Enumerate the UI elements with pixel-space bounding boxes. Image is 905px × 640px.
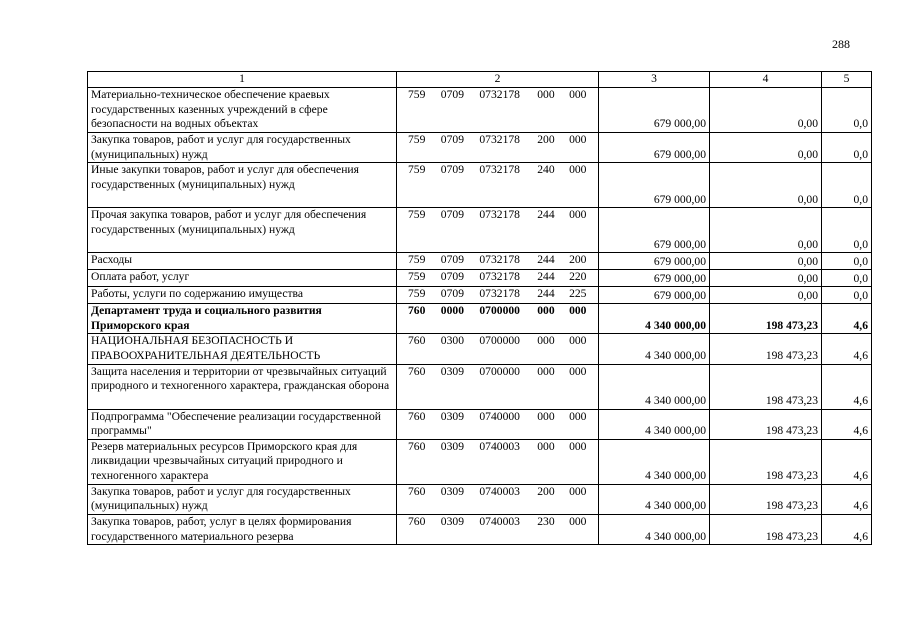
row-plan: 4 340 000,00 <box>599 409 710 439</box>
code-segment: 0309 <box>440 409 464 423</box>
row-codes <box>397 270 599 287</box>
row-percent: 0,0 <box>822 253 872 270</box>
table-row <box>88 163 872 208</box>
header-cell: 4 <box>710 72 822 88</box>
row-plan: 4 340 000,00 <box>599 304 710 334</box>
header-cell: 1 <box>88 72 397 88</box>
code-segment: 000 <box>569 133 587 146</box>
row-plan: 679 000,00 <box>599 163 710 208</box>
row-percent: 4,6 <box>822 304 872 334</box>
header-cell: 5 <box>822 72 872 88</box>
code-segment: 000 <box>537 409 555 423</box>
code-segment: 200 <box>537 133 555 146</box>
code-segment: 000 <box>569 334 587 348</box>
code-segment: 0709 <box>440 88 464 101</box>
row-fact: 198 473,23 <box>710 514 822 544</box>
code-segment: 0732178 <box>479 208 520 222</box>
code-segment: 760 <box>408 409 426 423</box>
code-segment: 0709 <box>440 287 464 301</box>
code-segment: 000 <box>537 334 555 348</box>
row-fact: 0,00 <box>710 270 822 287</box>
row-name: Резерв материальных ресурсов Приморского края для ликвидации чрезвычайных ситуаций природного и техногенного характера <box>88 439 397 484</box>
row-plan: 679 000,00 <box>599 88 710 133</box>
code-segment: 760 <box>408 514 426 528</box>
row-name: Защита населения и территории от чрезвычайных ситуаций природного и техногенного характера, гражданская оборона <box>88 364 397 409</box>
table-row <box>88 514 872 544</box>
code-segment: 244 <box>537 270 555 284</box>
code-segment: 200 <box>537 484 555 498</box>
table-row <box>88 334 872 364</box>
row-name: НАЦИОНАЛЬНАЯ БЕЗОПАСНОСТЬ И ПРАВООХРАНИТЕЛЬНАЯ ДЕЯТЕЛЬНОСТЬ <box>88 334 397 364</box>
row-name: Оплата работ, услуг <box>88 270 397 287</box>
row-percent: 0,0 <box>822 163 872 208</box>
row-codes <box>397 287 599 304</box>
code-segment: 000 <box>569 163 587 177</box>
row-codes <box>397 439 599 484</box>
row-codes <box>397 253 599 270</box>
row-percent: 4,6 <box>822 364 872 409</box>
row-codes <box>397 364 599 409</box>
row-codes <box>397 334 599 364</box>
row-fact: 198 473,23 <box>710 439 822 484</box>
code-segment: 0740000 <box>479 409 520 423</box>
row-name: Материально-техническое обеспечение краевых государственных казенных учреждений в сфере безопасности на водных объектах <box>88 88 397 133</box>
code-segment: 759 <box>408 163 426 177</box>
code-segment: 200 <box>569 253 587 267</box>
header-cell: 3 <box>599 72 710 88</box>
row-name: Департамент труда и социального развития Приморского края <box>88 304 397 334</box>
code-segment: 220 <box>569 270 587 284</box>
row-plan: 679 000,00 <box>599 133 710 163</box>
row-fact: 0,00 <box>710 133 822 163</box>
row-codes <box>397 163 599 208</box>
row-fact: 0,00 <box>710 163 822 208</box>
row-name: Прочая закупка товаров, работ и услуг для обеспечения государственных (муниципальных) нужд <box>88 208 397 253</box>
row-name: Закупка товаров, работ и услуг для государственных (муниципальных) нужд <box>88 133 397 163</box>
row-fact: 0,00 <box>710 287 822 304</box>
code-segment: 230 <box>537 514 555 528</box>
header-row <box>88 72 872 88</box>
code-segment: 225 <box>569 287 587 301</box>
code-segment: 000 <box>569 88 587 101</box>
table-row <box>88 484 872 514</box>
code-segment: 244 <box>537 287 555 301</box>
code-segment: 0309 <box>440 484 464 498</box>
code-segment: 759 <box>408 253 426 267</box>
code-segment: 0732178 <box>479 163 520 177</box>
row-plan: 4 340 000,00 <box>599 514 710 544</box>
code-segment: 0700000 <box>479 334 520 348</box>
row-percent: 0,0 <box>822 133 872 163</box>
code-segment: 0000 <box>440 304 464 318</box>
code-segment: 0700000 <box>479 304 520 318</box>
code-segment: 0732178 <box>479 287 520 301</box>
code-segment: 244 <box>537 253 555 267</box>
table-row <box>88 133 872 163</box>
table-row <box>88 439 872 484</box>
code-segment: 0740003 <box>479 439 520 453</box>
row-codes <box>397 409 599 439</box>
row-plan: 4 340 000,00 <box>599 439 710 484</box>
code-segment: 000 <box>569 304 587 318</box>
code-segment: 760 <box>408 364 426 378</box>
row-percent: 4,6 <box>822 409 872 439</box>
code-segment: 000 <box>569 439 587 453</box>
code-segment: 0309 <box>440 439 464 453</box>
row-fact: 0,00 <box>710 88 822 133</box>
code-segment: 000 <box>569 484 587 498</box>
code-segment: 000 <box>569 409 587 423</box>
table-row <box>88 88 872 133</box>
code-segment: 760 <box>408 484 426 498</box>
code-segment: 000 <box>569 208 587 222</box>
row-percent: 4,6 <box>822 334 872 364</box>
table-row <box>88 253 872 270</box>
row-name: Закупка товаров, работ и услуг для государственных (муниципальных) нужд <box>88 484 397 514</box>
row-plan: 679 000,00 <box>599 287 710 304</box>
row-plan: 679 000,00 <box>599 270 710 287</box>
table-row <box>88 409 872 439</box>
code-segment: 0732178 <box>479 133 520 146</box>
row-percent: 0,0 <box>822 287 872 304</box>
row-fact: 198 473,23 <box>710 364 822 409</box>
budget-table <box>87 71 872 545</box>
row-name: Работы, услуги по содержанию имущества <box>88 287 397 304</box>
row-plan: 679 000,00 <box>599 208 710 253</box>
row-name: Расходы <box>88 253 397 270</box>
row-name: Подпрограмма "Обеспечение реализации государственной программы" <box>88 409 397 439</box>
row-plan: 4 340 000,00 <box>599 334 710 364</box>
code-segment: 760 <box>408 439 426 453</box>
code-segment: 000 <box>569 364 587 378</box>
code-segment: 760 <box>408 334 426 348</box>
row-codes <box>397 514 599 544</box>
table-row <box>88 270 872 287</box>
row-plan: 679 000,00 <box>599 253 710 270</box>
row-codes <box>397 304 599 334</box>
header-cell: 2 <box>397 72 599 88</box>
row-codes <box>397 133 599 163</box>
code-segment: 759 <box>408 287 426 301</box>
row-fact: 198 473,23 <box>710 334 822 364</box>
row-fact: 0,00 <box>710 208 822 253</box>
page-number: 288 <box>832 37 850 51</box>
row-fact: 198 473,23 <box>710 304 822 334</box>
row-percent: 4,6 <box>822 514 872 544</box>
row-percent: 0,0 <box>822 208 872 253</box>
row-name: Закупка товаров, работ, услуг в целях формирования государственного материального резерва <box>88 514 397 544</box>
code-segment: 0709 <box>440 253 464 267</box>
table-row <box>88 287 872 304</box>
row-percent: 4,6 <box>822 484 872 514</box>
code-segment: 000 <box>537 364 555 378</box>
row-percent: 0,0 <box>822 88 872 133</box>
code-segment: 0732178 <box>479 253 520 267</box>
code-segment: 0309 <box>440 514 464 528</box>
code-segment: 0740003 <box>479 484 520 498</box>
code-segment: 0709 <box>440 208 464 222</box>
row-fact: 0,00 <box>710 253 822 270</box>
row-fact: 198 473,23 <box>710 409 822 439</box>
row-codes <box>397 208 599 253</box>
table-row <box>88 364 872 409</box>
row-codes <box>397 484 599 514</box>
code-segment: 000 <box>537 304 555 318</box>
code-segment: 760 <box>408 304 426 318</box>
table-row <box>88 208 872 253</box>
row-plan: 4 340 000,00 <box>599 364 710 409</box>
code-segment: 244 <box>537 208 555 222</box>
code-segment: 0709 <box>440 133 464 146</box>
row-name: Иные закупки товаров, работ и услуг для обеспечения государственных (муниципальных) нужд <box>88 163 397 208</box>
code-segment: 0732178 <box>479 88 520 101</box>
table-row <box>88 304 872 334</box>
code-segment: 759 <box>408 133 426 146</box>
code-segment: 0732178 <box>479 270 520 284</box>
row-codes <box>397 88 599 133</box>
code-segment: 0700000 <box>479 364 520 378</box>
code-segment: 759 <box>408 208 426 222</box>
code-segment: 000 <box>537 88 555 101</box>
code-segment: 0309 <box>440 364 464 378</box>
code-segment: 759 <box>408 88 426 101</box>
row-percent: 0,0 <box>822 270 872 287</box>
code-segment: 000 <box>569 514 587 528</box>
code-segment: 759 <box>408 270 426 284</box>
code-segment: 0709 <box>440 163 464 177</box>
row-percent: 4,6 <box>822 439 872 484</box>
code-segment: 0709 <box>440 270 464 284</box>
code-segment: 000 <box>537 439 555 453</box>
code-segment: 0300 <box>440 334 464 348</box>
row-fact: 198 473,23 <box>710 484 822 514</box>
code-segment: 240 <box>537 163 555 177</box>
row-plan: 4 340 000,00 <box>599 484 710 514</box>
code-segment: 0740003 <box>479 514 520 528</box>
